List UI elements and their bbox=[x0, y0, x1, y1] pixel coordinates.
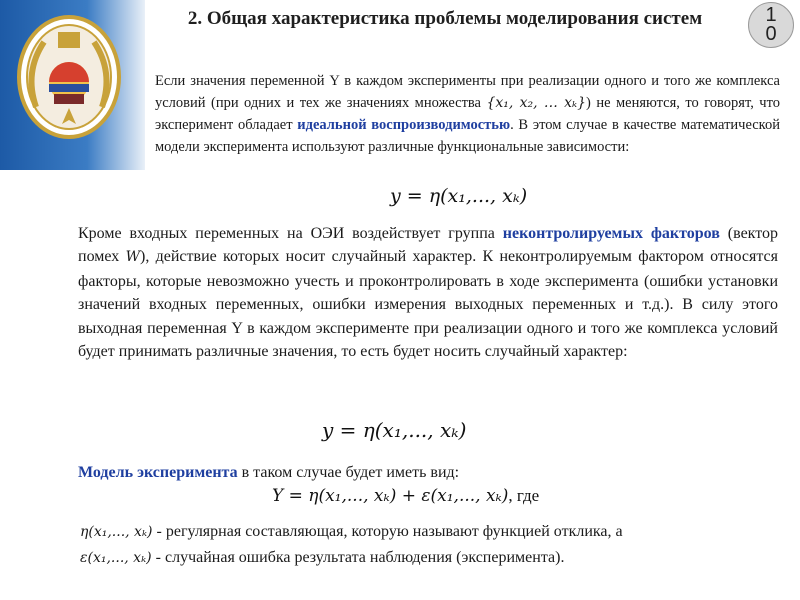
p3-text: в таком случае будет иметь вид: bbox=[237, 464, 460, 481]
p2-highlight: неконтролируемых факторов bbox=[502, 225, 720, 242]
line2-math: ε(x₁,..., xₖ) bbox=[80, 550, 152, 566]
formula-model bbox=[272, 486, 539, 506]
p1-highlight: идеальной воспроизводимостью bbox=[297, 117, 511, 133]
p1-text-1: Если значения переменной Y в каждом эксперименты при реализации одного и того же комплекса условий (при одних и тех же значениях множества bbox=[155, 73, 780, 111]
formula-deterministic: y = η(x₁,..., xₖ) bbox=[390, 185, 528, 207]
formula-random: y = η(x₁,..., xₖ) bbox=[322, 418, 467, 442]
formula-model-suffix: , где bbox=[508, 486, 540, 505]
university-emblem-icon bbox=[14, 12, 124, 142]
p1-text-3: . В этом случае в качестве математической модели эксперимента используют различные функциональные зависимости: bbox=[155, 117, 781, 155]
random-error-line bbox=[80, 549, 564, 567]
slide-number-bottom: 0 bbox=[765, 23, 777, 45]
line1-math: η(x₁,..., xₖ) bbox=[80, 524, 153, 540]
p1-set: {x₁, x₂, … xₖ} bbox=[486, 95, 587, 111]
p3-highlight: Модель эксперимента bbox=[78, 464, 238, 481]
p2-text-3: ), действие которых носит случайный характер. К неконтролируемым фактором относятся факторы, которые невозможно учесть и проконтролировать в ходе эксперимента (ошибки установки значений входных переменных, ошибки измерения выходных переменных и т.д.). В силу этого выходная переменная Y в каждом эксперименте при реализации одного и того же комплекса условий будет принимать различные значения, то есть будет носить случайный характер: bbox=[78, 248, 778, 361]
p2-text-1: Кроме входных переменных на ОЭИ воздействует группа bbox=[78, 225, 503, 242]
formula-model-expr: Y = η(x₁,..., xₖ) + ε(x₁,..., xₖ) bbox=[272, 486, 509, 506]
line2-text: - случайная ошибка результата наблюдения (эксперимента). bbox=[151, 549, 565, 566]
slide-number-badge bbox=[748, 2, 794, 48]
regular-component-line bbox=[80, 523, 623, 541]
paragraph-model bbox=[78, 462, 778, 484]
paragraph-uncontrolled-factors bbox=[78, 222, 778, 363]
p1-text-2: ) не меняются, то говорят, что эксперимент обладает bbox=[155, 95, 780, 133]
p2-vector: W bbox=[125, 249, 140, 266]
line1-text: - регулярная составляющая, которую называют функцией отклика, а bbox=[152, 523, 623, 540]
p2-text-2: (вектор помех bbox=[78, 225, 779, 266]
slide-number-top: 1 bbox=[765, 4, 777, 26]
paragraph-ideal-reproducibility bbox=[155, 70, 780, 158]
slide-title: 2. Общая характеристика проблемы моделирования систем bbox=[187, 8, 703, 29]
